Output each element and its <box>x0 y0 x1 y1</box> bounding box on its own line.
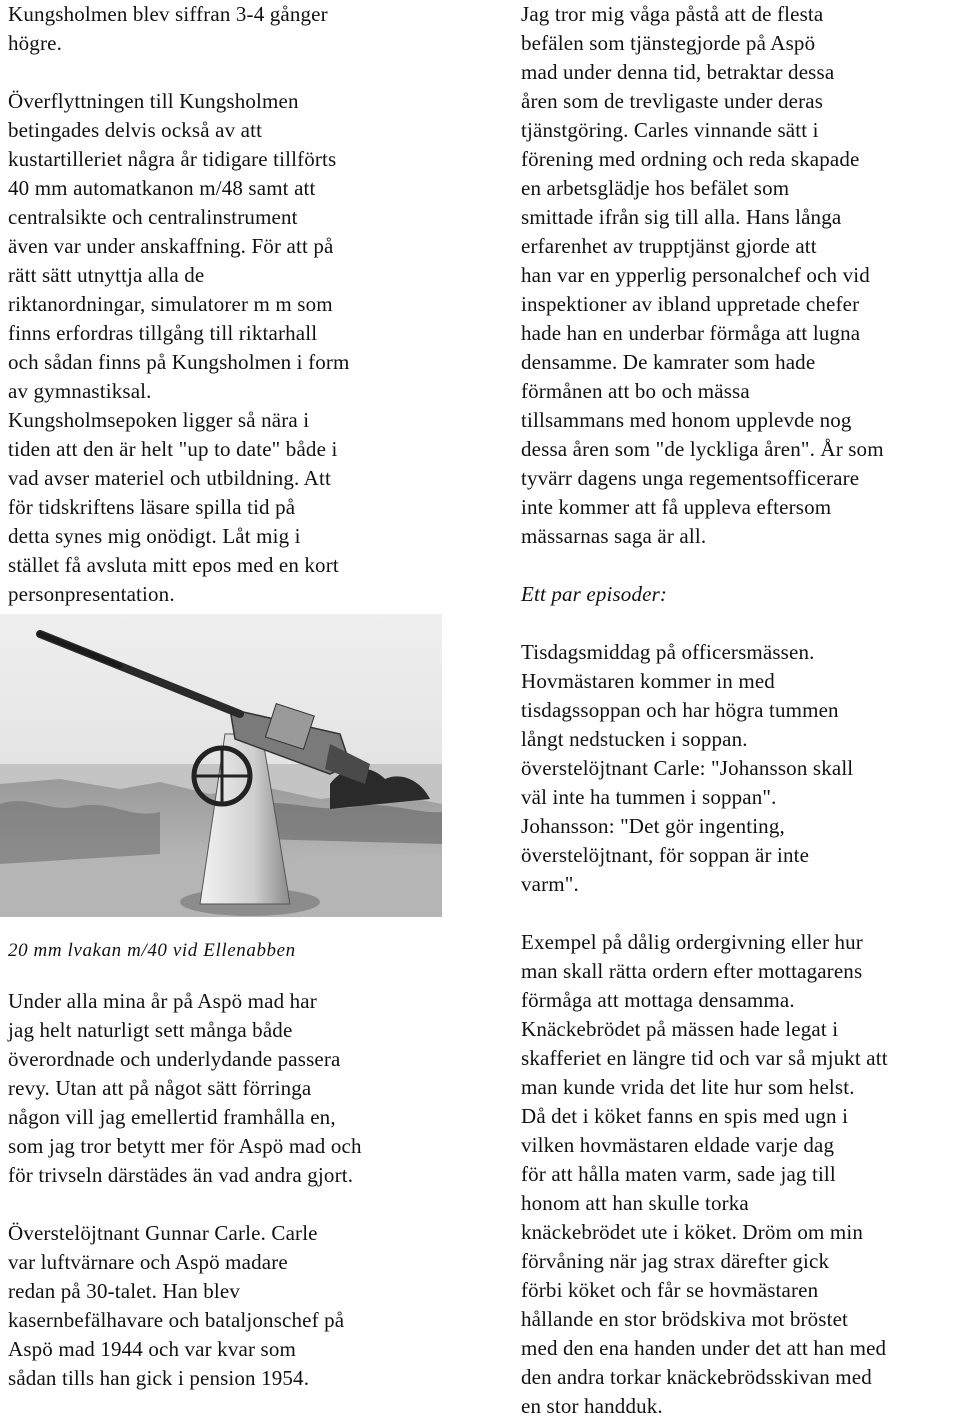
left-column <box>8 0 453 609</box>
left-paragraph-1: Kungsholmen blev siffran 3-4 gånger högre. <box>8 2 328 55</box>
episodes-heading: Ett par episoder: <box>521 582 668 606</box>
lower-left-paragraph-1: Under alla mina år på Aspö mad har jag helt naturligt sett många både överordnade och underlydande passera revy. Utan att på något sätt förringa någon vill jag emellertid framhålla en, som jag tror betytt mer för Aspö mad och för trivseln därstädes än vad andra gjort. <box>8 989 362 1187</box>
lower-left-paragraph-2: Överstelöjtnant Gunnar Carle. Carle var luftvärnare och Aspö madare redan på 30-talet. Han blev kasernbefälhavare och bataljonschef på Aspö mad 1944 och var kvar som sådan tills han gick i pension 1954. <box>8 1221 345 1390</box>
right-column <box>521 0 957 1421</box>
right-paragraph-2: Tisdagsmiddag på officersmässen. Hovmästaren kommer in med tisdagssoppan och har högra tummen långt nedstucken i soppan. överstelöjtnant Carle: "Johansson skall väl inte ha tummen i soppan". Johansson: "Det gör ingenting, överstelöjtnant, för soppan är inte varm". <box>521 640 854 896</box>
left-paragraph-2: Överflyttningen till Kungsholmen betingades delvis också av att kustartilleriet några år tidigare tillförts 40 mm automatkanon m/48 samt att centralsikte och centralinstrument även var under anskaffning. För att på rätt sätt utnyttja alla de riktanordningar, simulatorer m m som finns erfordras tillgång till riktarhall och sådan finns på Kungsholmen i form av gymnastiksal. Kungsholmsepoken ligger så nära i tiden att den är helt "up to date" både i vad avser materiel och utbildning. Att för tidskriftens läsare spilla tid på detta synes mig onödigt. Låt mig i stället få avsluta mitt epos med en kort personpresentation. <box>8 89 350 606</box>
photo-caption: 20 mm lvakan m/40 vid Ellenabben <box>8 940 296 961</box>
right-paragraph-1: Jag tror mig våga påstå att de flesta befälen som tjänstegjorde på Aspö mad under denna tid, betraktar dessa åren som de trevligaste under deras tjänstgöring. Carles vinnande sätt i förening med ordning och reda skapade en arbetsglädje hos befälet som smittade ifrån sig till alla. Hans långa erfarenhet av trupptjänst gjorde att han var en ypperlig personalchef och vid inspektioner av ibland uppretade chefer hade han en underbar förmåga att lugna densamme. De kamrater som hade förmånen att bo och mässa tillsammans med honom upplevde nog dessa åren som "de lyckliga åren". År som tyvärr dagens unga regementsofficerare inte kommer att få uppleva eftersom mässarnas saga är all. <box>521 2 884 548</box>
lower-left-column <box>8 987 453 1393</box>
anti-aircraft-gun-photo <box>0 614 442 917</box>
right-paragraph-3: Exempel på dålig ordergivning eller hur man skall rätta ordern efter mottagarens förmåga att mottaga densamma. Knäckebrödet på mässen hade legat i skafferiet en längre tid och var så mjukt att man kunde vrida det lite hur som helst. Då det i köket fanns en spis med ugn i vilken hovmästaren eldade varje dag för att hålla maten varm, sade jag till honom att han skulle torka knäckebrödet ute i köket. Dröm om min förvåning när jag strax därefter gick förbi köket och får se hovmästaren hållande en stor brödskiva mot bröstet med den ena handen under det att han med den andra torkar knäckebrödsskivan med en stor handduk. <box>521 930 888 1418</box>
